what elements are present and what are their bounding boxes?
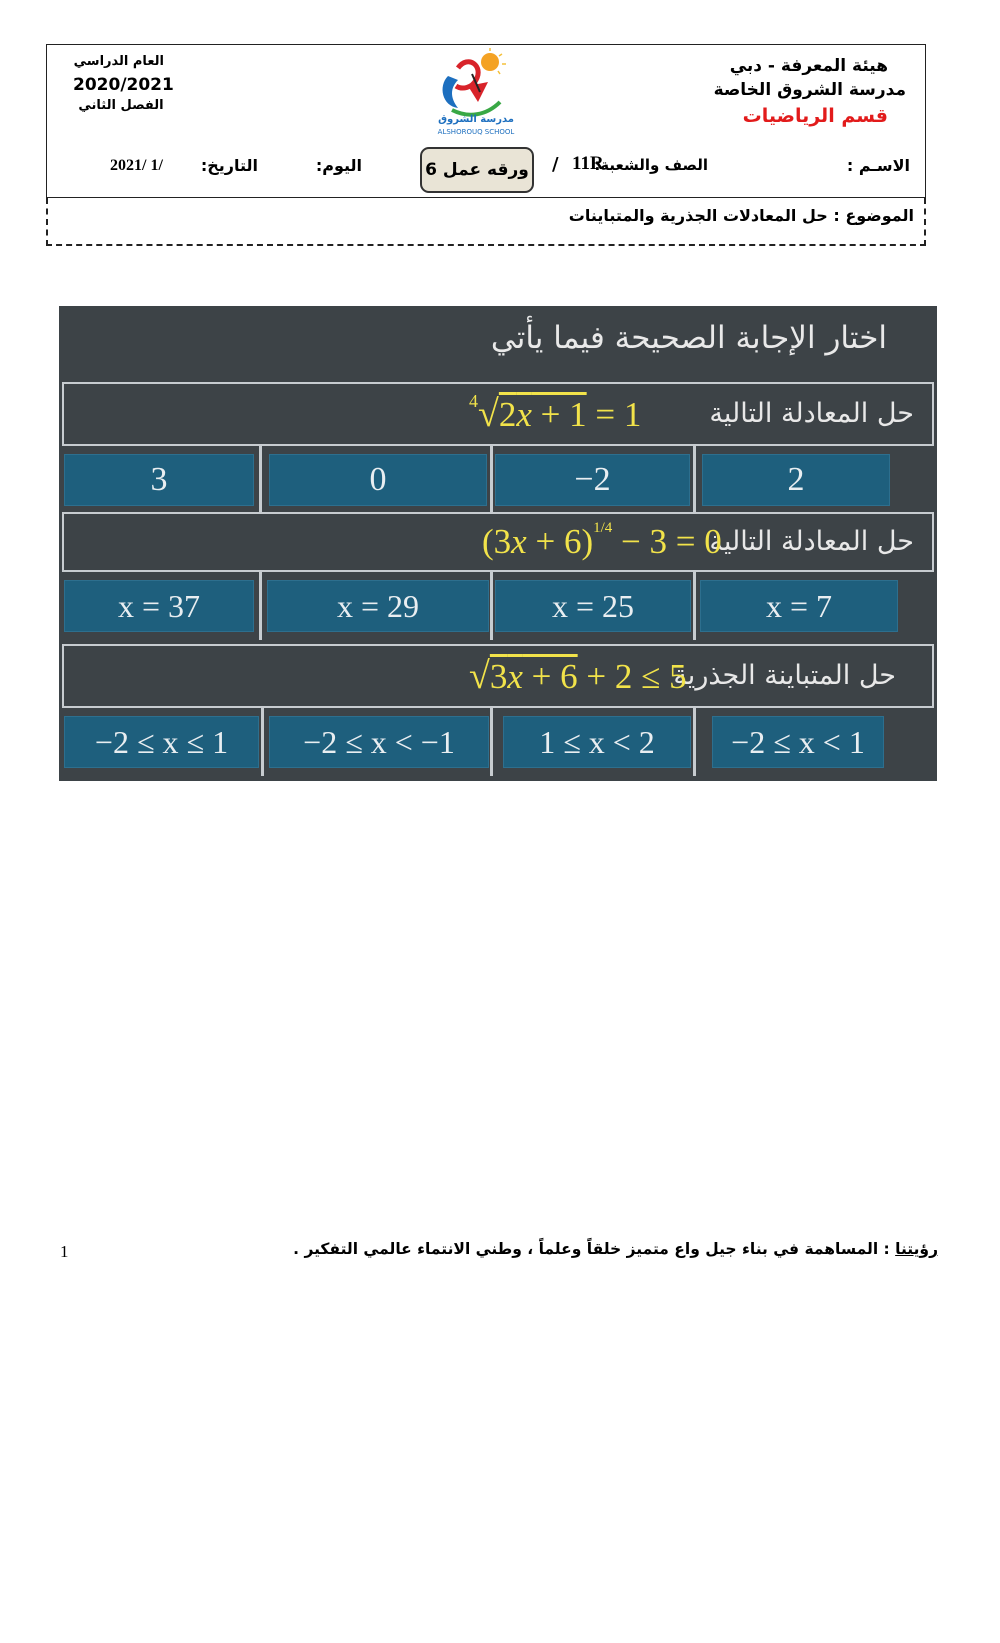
- vision-text: : المساهمة في بناء جيل واع متميز خلقاً وعلماً ، وطني الانتماء عالمي التفكير .: [293, 1240, 890, 1258]
- chalkboard-quiz: [59, 306, 937, 781]
- options-row-3: [62, 708, 934, 776]
- option[interactable]: 1 ≤ x < 2: [503, 716, 691, 768]
- question-row-3: [62, 644, 934, 708]
- date-value: /1 /2021: [110, 157, 163, 174]
- question-2-label: حل المعادلة التالية: [709, 526, 914, 557]
- option-divider: [693, 572, 696, 640]
- option[interactable]: x = 37: [64, 580, 254, 632]
- vision-label: رؤيتنا: [895, 1240, 938, 1258]
- options-row-1: [62, 446, 934, 514]
- academic-year-label: العام الدراسي: [73, 54, 164, 69]
- option-divider: [259, 572, 262, 640]
- worksheet-number: ورقه عمل 6: [425, 160, 529, 180]
- semester: الفصل الثاني: [78, 98, 164, 113]
- option-divider: [261, 708, 264, 776]
- option[interactable]: 0: [269, 454, 487, 506]
- question-1-label: حل المعادلة التالية: [709, 398, 914, 429]
- option[interactable]: x = 25: [495, 580, 691, 632]
- department-name: قسم الرياضيات: [742, 105, 888, 127]
- question-1-equation: $^4$√2x + 1 = 1: [469, 391, 642, 435]
- question-2-equation: $(3x + 6)^{1/4} - 3 = 0$: [482, 520, 722, 561]
- date-label: التاريخ:: [200, 156, 258, 175]
- authority-name: هيئة المعرفة - دبي: [729, 56, 888, 76]
- logo-text-en: ALSHOROUQ SCHOOL: [437, 128, 515, 136]
- school-logo: [428, 46, 524, 142]
- option[interactable]: −2: [495, 454, 690, 506]
- option-divider: [693, 446, 696, 514]
- option[interactable]: x = 29: [267, 580, 489, 632]
- subject-row: [46, 198, 926, 246]
- option-divider: [259, 446, 262, 514]
- option[interactable]: 2: [702, 454, 890, 506]
- class-separator: /: [552, 154, 559, 175]
- option-divider: [693, 708, 696, 776]
- school-name: مدرسة الشروق الخاصة: [713, 80, 906, 100]
- question-3-equation: √3x + 6 + 2 ≤ 5: [469, 655, 687, 697]
- quiz-title: اختار الإجابة الصحيحة فيما يأتي: [490, 320, 887, 356]
- option-divider: [490, 708, 493, 776]
- option[interactable]: 3: [64, 454, 254, 506]
- option[interactable]: x = 7: [700, 580, 898, 632]
- question-row-2: [62, 512, 934, 572]
- name-label: الاسـم :: [846, 156, 910, 175]
- option-divider: [490, 572, 493, 640]
- question-row-1: [62, 382, 934, 446]
- academic-year: 2020/2021: [73, 75, 174, 95]
- page-number: 1: [60, 1242, 69, 1261]
- class-label: الصف والشعبة:: [594, 156, 708, 174]
- logo-text-ar: مدرسة الشروق: [438, 114, 514, 125]
- day-label: اليوم:: [315, 156, 362, 175]
- options-row-2: [62, 572, 934, 640]
- option[interactable]: −2 ≤ x < 1: [712, 716, 884, 768]
- question-3-label: حل المتباينة الجذرية: [673, 660, 896, 691]
- vision-statement: [290, 1240, 938, 1258]
- option[interactable]: −2 ≤ x < −1: [269, 716, 489, 768]
- worksheet-number-badge: [420, 147, 534, 193]
- class-value: 11R: [572, 153, 604, 174]
- subject-title: الموضوع : حل المعادلات الجذرية والمتباينات: [568, 206, 914, 225]
- option[interactable]: −2 ≤ x ≤ 1: [64, 716, 259, 768]
- option-divider: [490, 446, 493, 514]
